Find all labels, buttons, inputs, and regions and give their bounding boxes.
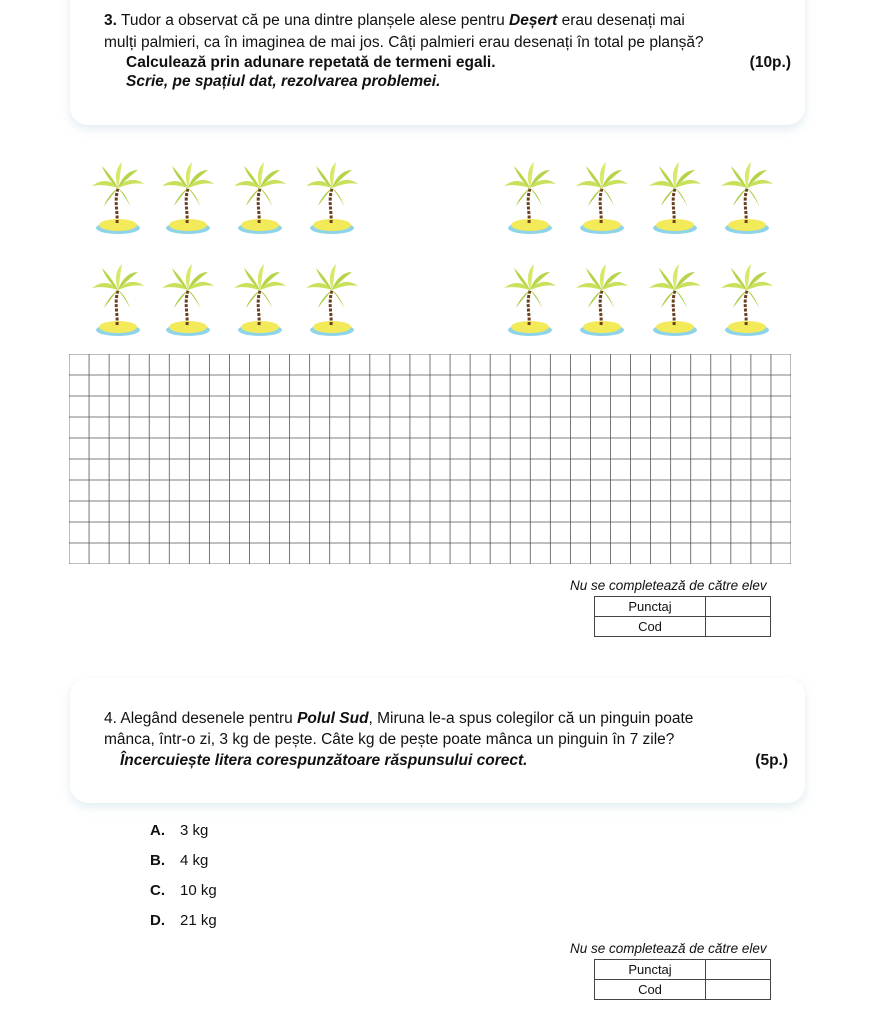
problem-4-line1-pre: 4. Alegând desenele pentru xyxy=(104,710,293,727)
palm-tree-illustration xyxy=(302,160,362,240)
palm-tree-illustration xyxy=(572,262,632,342)
problem-4-emphasis: Polul Sud xyxy=(297,710,369,727)
problem-4-instruction: Încercuiește litera corespunzătoare răspunsului corect. xyxy=(120,752,528,769)
palm-tree-illustration xyxy=(88,160,148,240)
scoring-note-2: Nu se completează de către elev xyxy=(570,941,767,956)
palm-tree-illustration xyxy=(302,262,362,342)
code-cell xyxy=(706,980,771,1000)
problem-3-line1-post: erau desenați mai xyxy=(561,12,685,29)
score-cell xyxy=(706,597,771,617)
palm-tree-illustration xyxy=(158,262,218,342)
option-b[interactable]: B. 4 kg xyxy=(150,852,209,869)
option-d[interactable]: D. 21 kg xyxy=(150,912,217,929)
problem-4-text xyxy=(104,710,794,728)
score-label: Punctaj xyxy=(595,960,706,980)
palm-tree-illustration xyxy=(230,160,290,240)
problem-3-instruction2: Scrie, pe spațiul dat, rezolvarea problemei. xyxy=(126,73,441,90)
scoring-table-2 xyxy=(594,959,771,1000)
problem-3-instruction-row xyxy=(126,54,791,72)
palm-tree-illustration xyxy=(500,160,560,240)
problem-4-line2: mânca, într-o zi, 3 kg de pește. Câte kg de pește poate mânca un pinguin în 7 zile? xyxy=(104,731,675,748)
code-label: Cod xyxy=(595,617,706,637)
problem-3-emphasis: Deșert xyxy=(509,12,558,29)
option-a[interactable]: A. 3 kg xyxy=(150,822,209,839)
palm-tree-illustration xyxy=(645,160,705,240)
problem-3-text xyxy=(104,12,794,30)
code-label: Cod xyxy=(595,980,706,1000)
problem-3-points: (10p.) xyxy=(749,54,791,71)
problem-3-line2: mulți palmieri, ca în imaginea de mai jos. Câți palmieri erau desenați în total pe planșă? xyxy=(104,34,704,51)
code-cell xyxy=(706,617,771,637)
palm-tree-illustration xyxy=(500,262,560,342)
answer-grid[interactable] xyxy=(69,354,791,564)
palm-tree-illustration xyxy=(88,262,148,342)
problem-4-instruction-row xyxy=(120,752,788,770)
problem-4-line1-post: , Miruna le-a spus colegilor că un pinguin poate xyxy=(368,710,694,727)
palm-tree-illustration xyxy=(230,262,290,342)
scoring-table-1 xyxy=(594,596,771,637)
palm-tree-illustration xyxy=(717,160,777,240)
option-c[interactable]: C. 10 kg xyxy=(150,882,217,899)
problem-3-number: 3. xyxy=(104,12,117,29)
score-label: Punctaj xyxy=(595,597,706,617)
problem-3-line1-pre: Tudor a observat că pe una dintre planșele alese pentru xyxy=(120,12,505,29)
palm-tree-illustration xyxy=(158,160,218,240)
problem-4-points: (5p.) xyxy=(755,752,788,769)
palm-tree-illustration xyxy=(717,262,777,342)
score-cell xyxy=(706,960,771,980)
scoring-note-1: Nu se completează de către elev xyxy=(570,578,767,593)
problem-3-instruction: Calculează prin adunare repetată de termeni egali. xyxy=(126,54,496,71)
palm-tree-illustration xyxy=(572,160,632,240)
palm-tree-illustration xyxy=(645,262,705,342)
